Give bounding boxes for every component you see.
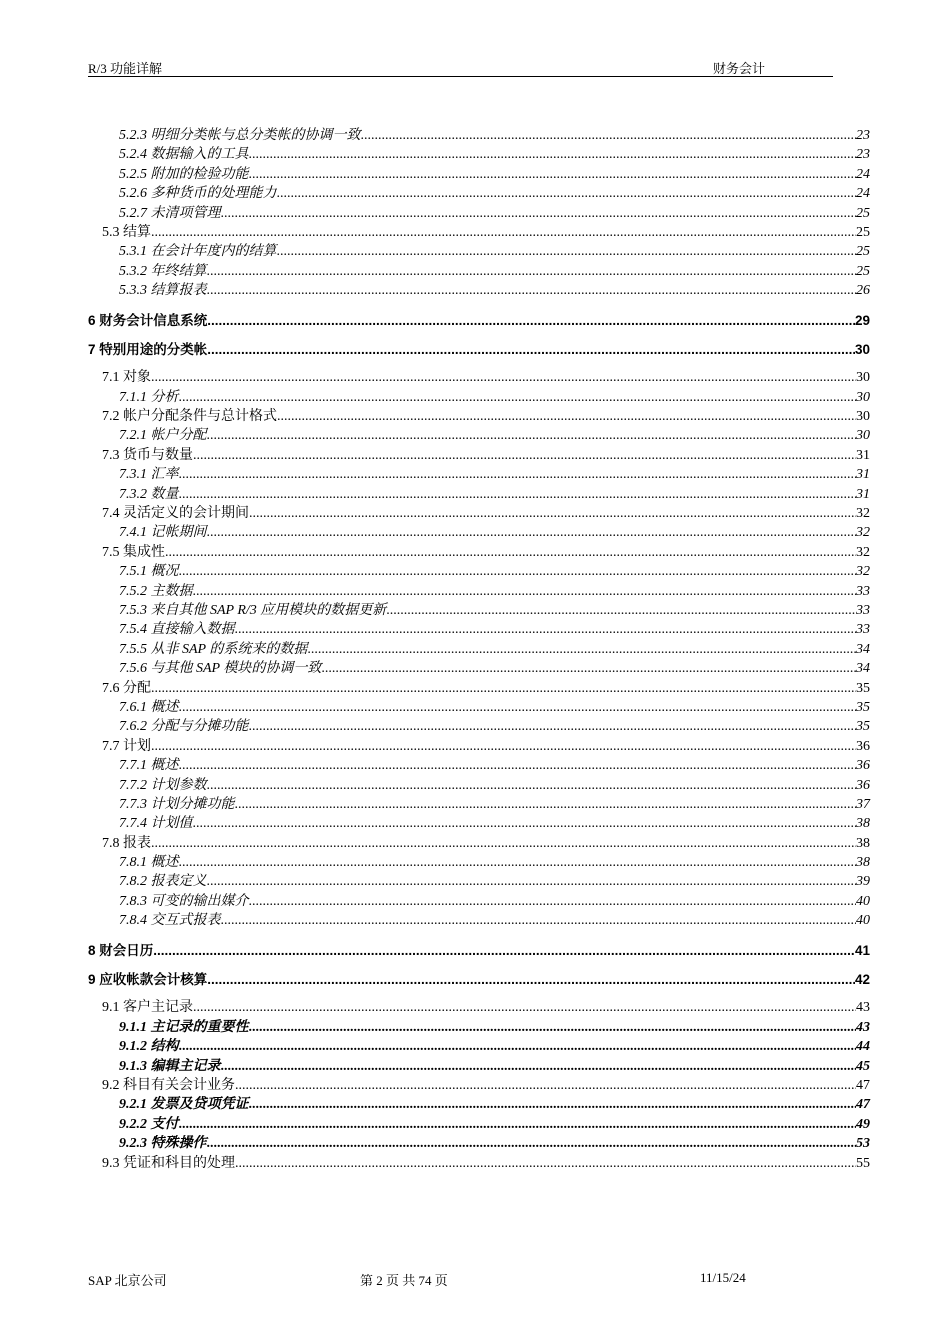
toc-dot-leader <box>179 1037 857 1056</box>
toc-dot-leader <box>179 388 857 407</box>
toc-entry-title: 6 财务会计信息系统 <box>88 312 208 328</box>
toc-entry[interactable] <box>88 1115 870 1134</box>
toc-entry-page: 39 <box>856 874 870 890</box>
toc-entry[interactable] <box>88 1134 870 1153</box>
toc-entry[interactable] <box>88 242 870 261</box>
toc-entry[interactable] <box>88 601 870 620</box>
toc-entry-page: 23 <box>856 128 870 143</box>
toc-entry-title: 5.2.5 附加的检验功能 <box>119 166 249 182</box>
toc-entry-title: 7.7.4 计划值 <box>119 816 193 832</box>
toc-entry-title: 8 财会日历 <box>88 942 154 958</box>
toc-entry-page: 47 <box>856 1077 870 1093</box>
toc-dot-leader <box>235 1076 856 1095</box>
toc-dot-leader <box>249 165 857 184</box>
toc-dot-leader <box>207 340 855 359</box>
toc-entry[interactable] <box>88 184 870 203</box>
toc-entry[interactable] <box>88 872 870 891</box>
toc-entry-page: 30 <box>856 370 870 386</box>
toc-entry-page: 43 <box>856 1019 870 1035</box>
toc-entry-title: 7.5.1 概况 <box>119 564 179 580</box>
toc-dot-leader <box>249 717 857 736</box>
toc-entry-page: 36 <box>856 758 870 774</box>
toc-entry-title: 7.6 分配 <box>102 680 151 696</box>
toc-entry-title: 5.2.6 多种货币的处理能力 <box>119 186 277 202</box>
toc-entry-title: 9.1 客户主记录 <box>102 1000 193 1016</box>
toc-entry[interactable] <box>88 941 870 960</box>
toc-entry[interactable] <box>88 620 870 639</box>
toc-entry-title: 7.4 灵活定义的会计期间 <box>102 506 249 522</box>
toc-entry[interactable] <box>88 465 870 484</box>
toc-entry[interactable] <box>88 717 870 736</box>
toc-entry[interactable] <box>88 1037 870 1056</box>
toc-dot-leader <box>151 679 856 698</box>
toc-entry[interactable] <box>88 223 870 242</box>
toc-entry[interactable] <box>88 446 870 465</box>
toc-entry-title: 7.4.1 记帐期间 <box>119 525 207 541</box>
toc-dot-leader <box>386 601 856 620</box>
toc-dot-leader <box>207 311 855 330</box>
toc-entry[interactable] <box>88 698 870 717</box>
toc-dot-leader <box>207 523 857 542</box>
toc-entry-page: 41 <box>854 942 870 958</box>
toc-dot-leader <box>207 262 857 281</box>
toc-dot-leader <box>151 223 856 242</box>
toc-entry-title: 7.3.2 数量 <box>119 486 179 502</box>
toc-dot-leader <box>249 1095 857 1114</box>
footer-page-number: 第 2 页 共 74 页 <box>360 1273 448 1288</box>
toc-entry[interactable] <box>88 523 870 542</box>
toc-entry[interactable] <box>88 504 870 523</box>
toc-entry-title: 7.1.1 分析 <box>119 389 179 405</box>
toc-entry[interactable] <box>88 776 870 795</box>
toc-dot-leader <box>179 698 857 717</box>
toc-entry[interactable] <box>88 970 870 989</box>
table-of-contents <box>88 126 870 1173</box>
toc-entry-page: 53 <box>856 1136 870 1152</box>
toc-dot-leader <box>235 1154 856 1173</box>
toc-entry-page: 31 <box>856 467 870 483</box>
toc-dot-leader <box>249 145 857 164</box>
toc-entry[interactable] <box>88 795 870 814</box>
toc-entry-page: 32 <box>856 525 870 541</box>
footer-company: SAP 北京公司 <box>88 1273 167 1288</box>
toc-entry-title: 5.3.3 结算报表 <box>119 283 207 299</box>
toc-entry-page: 29 <box>854 312 870 328</box>
toc-dot-leader <box>221 204 857 223</box>
toc-dot-leader <box>207 970 855 989</box>
toc-dot-leader <box>307 640 856 659</box>
toc-entry-page: 32 <box>856 564 870 580</box>
toc-entry[interactable] <box>88 1018 870 1037</box>
toc-dot-leader <box>235 620 857 639</box>
toc-dot-leader <box>193 998 856 1017</box>
toc-entry[interactable] <box>88 311 870 330</box>
toc-entry-title: 5.2.7 未清项管理 <box>119 205 221 221</box>
toc-entry-title: 7.8.4 交互式报表 <box>119 913 221 929</box>
toc-entry-title: 9.1.1 主记录的重要性 <box>119 1019 249 1035</box>
toc-entry-page: 33 <box>856 583 870 599</box>
page-header <box>88 58 833 77</box>
toc-dot-leader <box>207 426 857 445</box>
toc-entry-page: 42 <box>854 972 870 988</box>
toc-entry-title: 7.6.2 分配与分摊功能 <box>119 719 249 735</box>
toc-dot-leader <box>207 872 857 891</box>
toc-entry-title: 7.1 对象 <box>102 370 151 386</box>
toc-entry-title: 7.7 计划 <box>102 738 151 754</box>
toc-entry-page: 36 <box>856 777 870 793</box>
toc-entry[interactable] <box>88 562 870 581</box>
toc-entry[interactable] <box>88 543 870 562</box>
toc-entry[interactable] <box>88 204 870 223</box>
toc-entry-page: 55 <box>856 1155 870 1171</box>
toc-entry-page: 40 <box>856 913 870 929</box>
toc-entry-title: 9.2.2 支付 <box>119 1116 179 1132</box>
toc-dot-leader <box>277 407 856 426</box>
toc-entry[interactable] <box>88 853 870 872</box>
toc-entry[interactable] <box>88 126 870 145</box>
toc-dot-leader <box>277 242 857 261</box>
toc-entry-title: 7.8.3 可变的输出媒介 <box>119 893 249 909</box>
toc-entry-title: 7.2 帐户分配条件与总计格式 <box>102 409 277 425</box>
toc-entry[interactable] <box>88 640 870 659</box>
header-title: R/3 功能详解 <box>88 61 163 76</box>
toc-entry-page: 26 <box>856 283 870 299</box>
toc-entry-title: 7.7.3 计划分摊功能 <box>119 796 235 812</box>
toc-entry-title: 7.7.2 计划参数 <box>119 777 207 793</box>
toc-entry-page: 38 <box>856 835 870 851</box>
toc-entry-title: 7.8.2 报表定义 <box>119 874 207 890</box>
toc-entry[interactable] <box>88 165 870 184</box>
toc-entry-page: 45 <box>856 1058 870 1074</box>
toc-dot-leader <box>207 281 857 300</box>
toc-entry-page: 32 <box>856 544 870 560</box>
toc-entry-title: 7.5.6 与其他 SAP 模块的协调一致 <box>119 661 322 677</box>
toc-entry[interactable] <box>88 1057 870 1076</box>
toc-entry-title: 5.2.3 明细分类帐与总分类帐的协调一致 <box>119 128 361 143</box>
toc-entry-title: 7.5.3 来自其他 SAP R/3 应用模块的数据更新 <box>119 602 387 618</box>
toc-entry-title: 7.3 货币与数量 <box>102 447 193 463</box>
toc-entry-title: 7.5.4 直接输入数据 <box>119 622 235 638</box>
toc-entry-title: 7.5 集成性 <box>102 544 165 560</box>
toc-entry-page: 38 <box>856 816 870 832</box>
toc-dot-leader <box>151 368 856 387</box>
toc-entry[interactable] <box>88 737 870 756</box>
toc-dot-leader <box>179 465 857 484</box>
footer-date: 11/15/24 <box>700 1270 746 1285</box>
toc-dot-leader <box>207 1134 857 1153</box>
toc-entry[interactable] <box>88 834 870 853</box>
toc-dot-leader <box>153 941 855 960</box>
toc-entry-page: 32 <box>856 506 870 522</box>
toc-dot-leader <box>193 582 857 601</box>
toc-entry-title: 5.3 结算 <box>102 224 151 240</box>
toc-entry[interactable] <box>88 485 870 504</box>
toc-entry-page: 43 <box>856 1000 870 1016</box>
toc-entry[interactable] <box>88 1154 870 1173</box>
toc-entry[interactable] <box>88 407 870 426</box>
toc-entry-title: 7 特别用途的分类帐 <box>88 341 208 357</box>
toc-entry-page: 33 <box>856 622 870 638</box>
toc-dot-leader <box>249 504 856 523</box>
toc-dot-leader <box>207 776 857 795</box>
toc-entry[interactable] <box>88 911 870 930</box>
toc-entry-page: 49 <box>856 1116 870 1132</box>
toc-entry-title: 9 应收帐款会计核算 <box>88 972 208 988</box>
toc-entry[interactable] <box>88 1076 870 1095</box>
toc-entry[interactable] <box>88 426 870 445</box>
toc-entry-title: 9.3 凭证和科目的处理 <box>102 1155 235 1171</box>
toc-entry-page: 31 <box>856 486 870 502</box>
toc-entry-page: 25 <box>856 205 870 221</box>
toc-entry-title: 7.8 报表 <box>102 835 151 851</box>
toc-entry-page: 25 <box>856 263 870 279</box>
toc-entry-title: 9.2.3 特殊操作 <box>119 1136 207 1152</box>
toc-entry-title: 9.1.3 编辑主记录 <box>119 1058 221 1074</box>
header-section: 财务会计 <box>713 61 766 76</box>
toc-entry-page: 24 <box>856 186 870 202</box>
toc-dot-leader <box>277 184 857 203</box>
toc-entry-page: 33 <box>856 602 870 618</box>
toc-dot-leader <box>221 911 857 930</box>
toc-entry[interactable] <box>88 340 870 359</box>
toc-entry-title: 7.2.1 帐户分配 <box>119 428 207 444</box>
toc-entry-page: 23 <box>856 147 870 163</box>
toc-dot-leader <box>179 485 857 504</box>
toc-dot-leader <box>151 834 856 853</box>
toc-entry[interactable] <box>88 368 870 387</box>
toc-entry-page: 30 <box>856 428 870 444</box>
toc-dot-leader <box>151 737 856 756</box>
toc-dot-leader <box>179 562 857 581</box>
toc-entry-title: 7.6.1 概述 <box>119 699 179 715</box>
toc-dot-leader <box>221 1057 857 1076</box>
toc-dot-leader <box>361 126 857 145</box>
toc-entry-page: 37 <box>856 796 870 812</box>
toc-entry-page: 34 <box>856 641 870 657</box>
toc-entry-title: 5.2.4 数据输入的工具 <box>119 147 249 163</box>
toc-entry-title: 7.5.2 主数据 <box>119 583 193 599</box>
toc-entry[interactable] <box>88 659 870 678</box>
toc-dot-leader <box>193 446 856 465</box>
toc-entry-title: 5.3.2 年终结算 <box>119 263 207 279</box>
toc-dot-leader <box>193 814 857 833</box>
toc-entry-page: 30 <box>854 341 870 357</box>
toc-entry[interactable] <box>88 582 870 601</box>
toc-entry-page: 24 <box>856 166 870 182</box>
toc-entry[interactable] <box>88 814 870 833</box>
toc-entry-page: 31 <box>856 447 870 463</box>
toc-entry-page: 35 <box>856 699 870 715</box>
toc-entry-page: 44 <box>856 1039 870 1055</box>
toc-entry-page: 25 <box>856 224 870 240</box>
toc-entry-page: 40 <box>856 893 870 909</box>
toc-dot-leader <box>179 853 857 872</box>
toc-entry[interactable] <box>88 388 870 407</box>
toc-dot-leader <box>321 659 856 678</box>
toc-entry-title: 9.2 科目有关会计业务 <box>102 1077 235 1093</box>
toc-dot-leader <box>179 756 857 775</box>
toc-entry[interactable] <box>88 998 870 1017</box>
toc-entry[interactable] <box>88 679 870 698</box>
toc-entry-title: 9.1.2 结构 <box>119 1039 179 1055</box>
toc-dot-leader <box>249 892 857 911</box>
toc-entry[interactable] <box>88 145 870 164</box>
toc-entry-page: 25 <box>856 244 870 260</box>
toc-entry-page: 34 <box>856 661 870 677</box>
toc-entry-title: 7.5.5 从非 SAP 的系统来的数据 <box>119 641 308 657</box>
toc-entry[interactable] <box>88 756 870 775</box>
toc-entry-page: 35 <box>856 719 870 735</box>
toc-entry[interactable] <box>88 892 870 911</box>
toc-entry-title: 5.3.1 在会计年度内的结算 <box>119 244 277 260</box>
toc-entry-page: 30 <box>856 409 870 425</box>
toc-entry-title: 7.7.1 概述 <box>119 758 179 774</box>
toc-entry-page: 30 <box>856 389 870 405</box>
toc-dot-leader <box>179 1115 857 1134</box>
toc-entry[interactable] <box>88 1095 870 1114</box>
toc-entry-page: 38 <box>856 855 870 871</box>
toc-entry-title: 7.3.1 汇率 <box>119 467 179 483</box>
toc-entry[interactable] <box>88 262 870 281</box>
toc-entry[interactable] <box>88 281 870 300</box>
toc-entry-page: 36 <box>856 738 870 754</box>
toc-entry-page: 47 <box>856 1097 870 1113</box>
toc-entry-title: 9.2.1 发票及贷项凭证 <box>119 1097 249 1113</box>
toc-dot-leader <box>235 795 857 814</box>
toc-entry-page: 35 <box>856 680 870 696</box>
toc-dot-leader <box>165 543 856 562</box>
toc-entry-title: 7.8.1 概述 <box>119 855 179 871</box>
toc-dot-leader <box>249 1018 857 1037</box>
